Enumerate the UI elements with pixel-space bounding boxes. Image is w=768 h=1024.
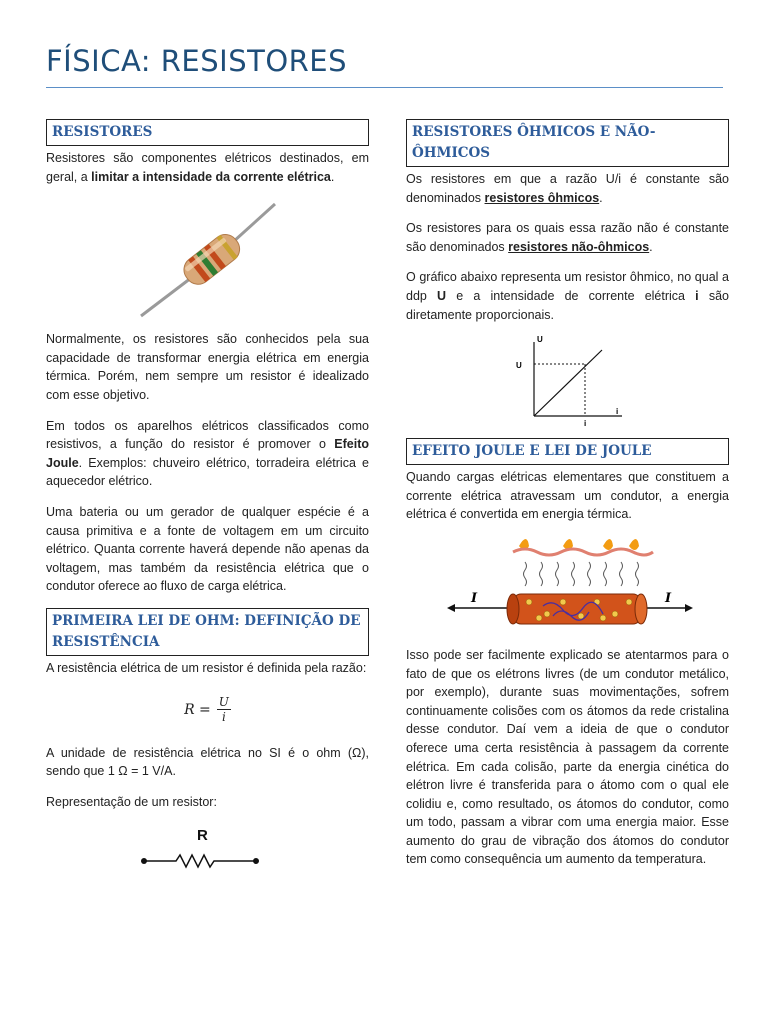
ohm-paragraph-3: Representação de um resistor: — [46, 794, 217, 809]
bold-text: limitar a intensidade da corrente elétrica — [91, 169, 331, 184]
bold-text: U — [437, 288, 447, 303]
underlined-term: resistores não-ôhmicos — [508, 239, 650, 254]
current-label-right: I — [664, 590, 671, 606]
section-heading-ohmicos: RESISTORES ÔHMICOS E NÃO-ÔHMICOS — [406, 119, 729, 167]
graph-x-axis-label: i — [615, 407, 618, 417]
ohmicos-paragraph-1 — [406, 170, 729, 207]
right-column — [406, 119, 729, 881]
ohmicos-paragraph-2 — [406, 219, 729, 256]
resistores-paragraph-2: Normalmente, os resistores são conhecidos pela sua capacidade de transformar energia elétrica em energia térmica. Porém, nem sempre um resistor é idealizado com esse objetivo. — [46, 332, 369, 402]
graph-x-mark-label: i — [583, 419, 586, 429]
page-title: FÍSICA: RESISTORES — [46, 44, 348, 78]
underlined-term: resistores ôhmicos — [484, 190, 600, 205]
text-run: O gráfico abaixo representa um resistor ôhmico, no qual a ddp — [406, 270, 729, 303]
ohmicos-paragraph-3 — [406, 268, 729, 324]
text-run: Resistores são componentes elétricos destinados, em geral, a — [46, 151, 369, 184]
text-run: . Exemplos: chuveiro elétrico, torradeira elétrica e aquecedor elétrico. — [46, 455, 369, 489]
joule-effect-illustration — [406, 536, 729, 636]
text-run: são diretamente proporcionais. — [406, 288, 729, 322]
section-heading-joule: EFEITO JOULE E LEI DE JOULE — [406, 438, 729, 465]
resistor-symbol — [46, 823, 369, 873]
resistores-paragraph-4: Uma bateria ou um gerador de qualquer espécie é a causa primitiva e a fonte de voltagem em um circuito elétrico. Quanta corrente haverá depende não apenas da voltagem, mas também da resistência elétrica que o condutor oferece ao fluxo de carga elétrica. — [46, 504, 369, 594]
joule-paragraph-1: Quando cargas elétricas elementares que constituem a corrente elétrica atravessam um condutor, a energia elétrica é convertida em energia térmica. — [406, 470, 729, 522]
text-run: Em todos os aparelhos elétricos classificados como resistivos, a função do resistor é promover o — [46, 418, 369, 452]
joule-effect-diagram — [443, 536, 693, 636]
bold-text: i — [695, 288, 699, 303]
graph-y-mark-label: U — [515, 361, 522, 371]
resistores-paragraph-1 — [46, 149, 369, 186]
resistor-photo — [46, 196, 369, 324]
resistance-formula — [46, 690, 369, 730]
text-run: Os resistores em que a razão U/i é constante são denominados — [406, 172, 729, 205]
text-run: Os resistores para os quais essa razão não é constante são denominados — [406, 221, 729, 254]
left-column — [46, 119, 369, 873]
ohmic-graph — [406, 336, 729, 428]
graph-y-axis-label: U — [536, 336, 543, 345]
text-run: e a intensidade de corrente elétrica — [446, 288, 696, 303]
title-divider — [46, 87, 723, 88]
text-run: . — [330, 169, 335, 184]
resistores-paragraph-3 — [46, 417, 369, 491]
ohm-paragraph-2: A unidade de resistência elétrica no SI é o ohm (Ω), sendo que 1 Ω = 1 V/A. — [46, 745, 369, 779]
bold-text: Efeito Joule — [46, 437, 369, 470]
joule-paragraph-2: Isso pode ser facilmente explicado se atentarmos para o fato de que os elétrons livres (de um condutor metálico, por exemplo), durante suas movimentações, sofrem continuamente colisões com os átomos da rede cristalina desse condutor. Daí vem a ideia de que o condutor oferece uma certa resistência à passagem da corrente elétrica. Em cada colisão, parte da energia cinética do elétron livre é transferida para o átomo com o qual ele colidiu e, como resultado, os átomos do condutor, como um todo, passam a vibrar com uma energia maior. Esse aumento do grau de vibração dos átomos do condutor tem como consequência um aumento da temperatura. — [406, 647, 729, 867]
formula-lhs: R = — [184, 701, 211, 718]
ohmic-graph-diagram — [508, 336, 628, 428]
formula-numerator: U — [218, 695, 229, 709]
resistor-image — [133, 196, 283, 324]
text-run: . — [599, 190, 603, 205]
current-label-left: I — [470, 590, 477, 606]
formula-denominator: i — [221, 710, 226, 724]
formula-fraction — [217, 695, 231, 724]
ohm-paragraph-1: A resistência elétrica de um resistor é definida pela razão: — [46, 660, 367, 675]
resistor-symbol-diagram — [138, 823, 278, 873]
section-heading-resistores: RESISTORES — [46, 119, 369, 146]
text-run: . — [649, 239, 653, 254]
resistor-symbol-label: R — [196, 827, 208, 845]
section-heading-ohm: PRIMEIRA LEI DE OHM: DEFINIÇÃO DE RESISTÊNCIA — [46, 608, 369, 656]
